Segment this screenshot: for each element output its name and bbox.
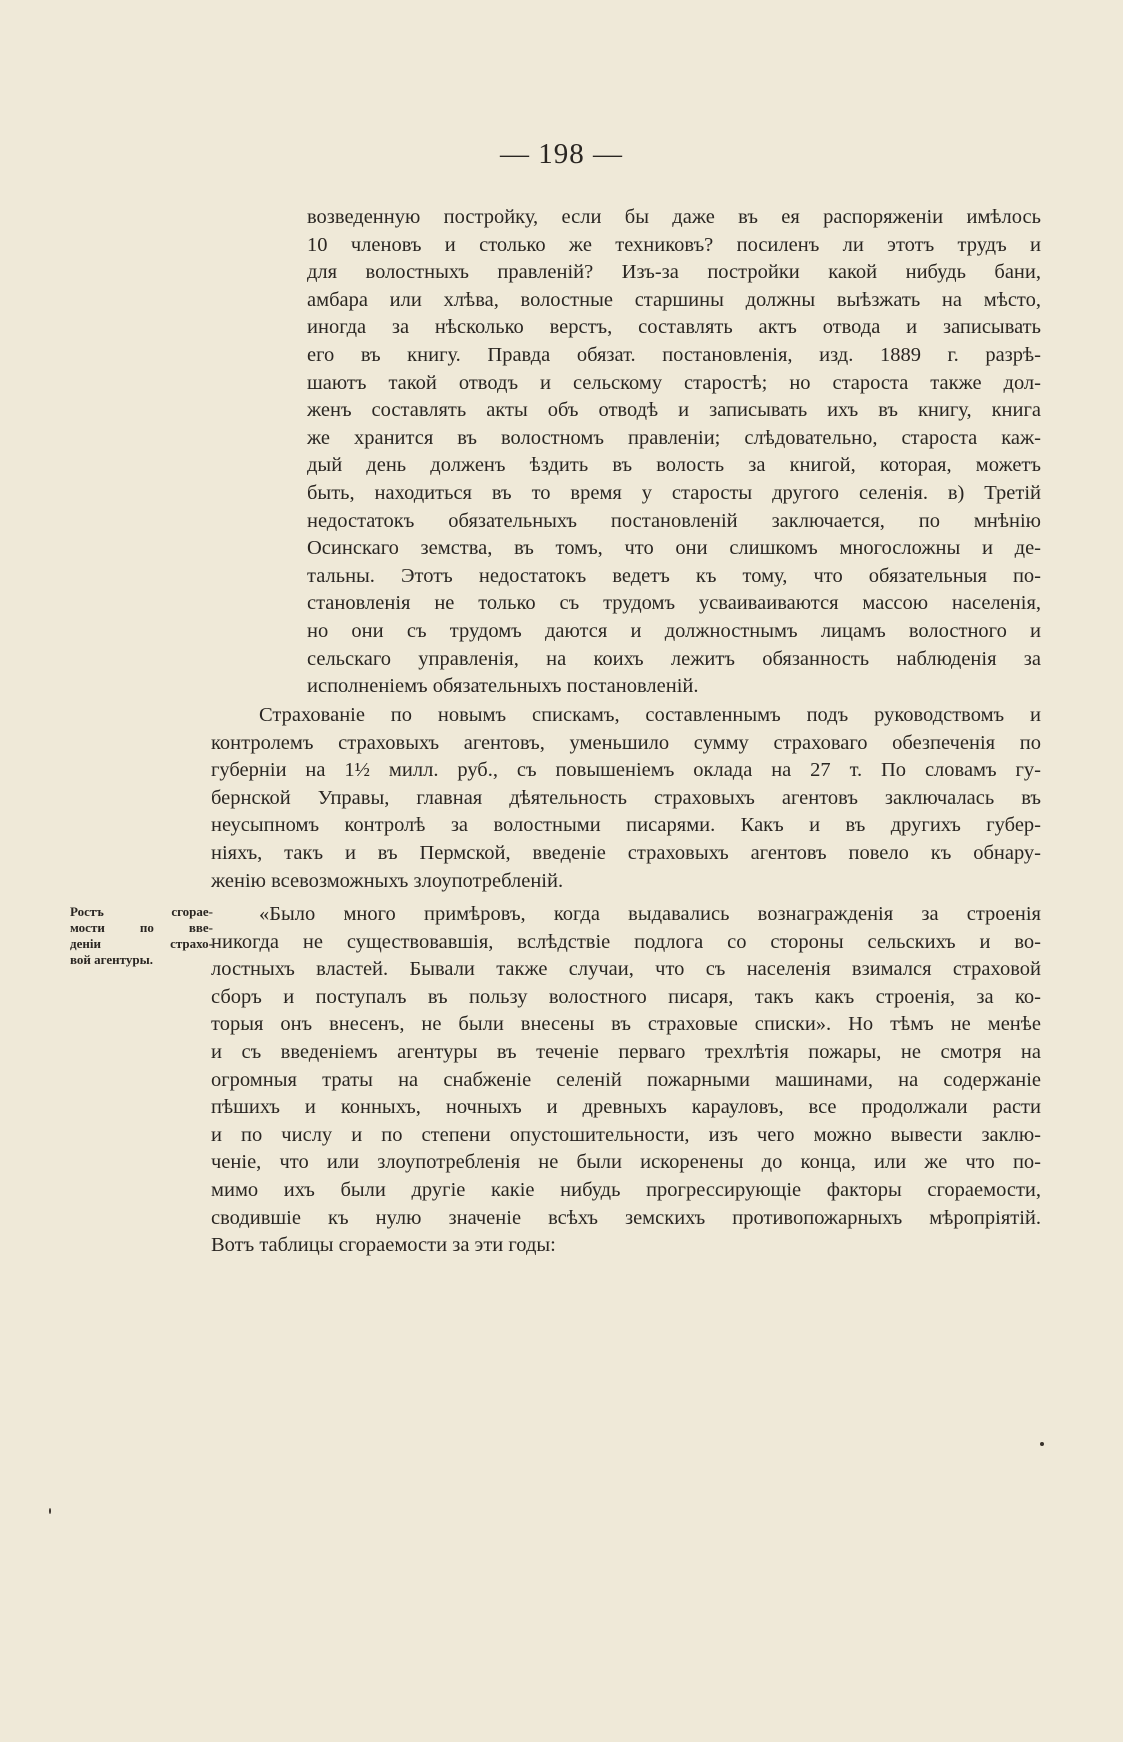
text-line: губерніи на 1½ милл. руб., съ повышеніемъ оклада на 27 т. По словамъ гу- <box>211 759 1041 782</box>
text-line: же хранится въ волостномъ правленіи; слѣдовательно, староста каж- <box>307 426 1041 449</box>
text-line: для волостныхъ правленій? Изъ-за постройки какой нибудь бани, <box>307 261 1041 284</box>
text-line: исполненіемъ обязательныхъ постановленій. <box>307 675 699 698</box>
text-line: лостныхъ властей. Бывали также случаи, что съ населенія взимался страховой <box>211 958 1041 981</box>
text-line: недостатокъ обязательныхъ постановленій заключается, по мнѣнію <box>307 509 1041 532</box>
margin-note <box>70 904 213 968</box>
text-line: 10 членовъ и столько же техниковъ? посиленъ ли этотъ трудъ и <box>307 233 1041 256</box>
text-line: шаютъ такой отводъ и сельскому старостѣ; но староста также дол- <box>307 371 1041 394</box>
text-line: тальны. Этотъ недостатокъ ведетъ къ тому, что обязательныя по- <box>307 564 1041 587</box>
text-line: пѣшихъ и конныхъ, ночныхъ и древныхъ карауловъ, все продолжали расти <box>211 1096 1041 1119</box>
text-line: возведенную постройку, если бы даже въ ея распоряженіи имѣлось <box>307 206 1041 228</box>
paper-speck <box>1040 1442 1044 1446</box>
text-line: Вотъ таблицы сгораемости за эти годы: <box>211 1234 556 1257</box>
text-line: становленія не только съ трудомъ усваиваиваются массою населенія, <box>307 592 1041 615</box>
paragraph-fire-growth <box>211 901 1041 1260</box>
text-line: неусыпномъ контролѣ за волостными писарями. Какъ и въ другихъ губер- <box>211 814 1041 837</box>
paragraph-insurance <box>211 702 1041 895</box>
text-line: торыя онъ внесенъ, не были внесены въ страховые списки». Но тѣмъ не менѣе <box>211 1013 1041 1036</box>
margin-note-line: мости по вве- <box>70 920 213 935</box>
text-line: мимо ихъ были другіе какіе нибудь прогрессирующіе факторы сгораемости, <box>211 1178 1041 1201</box>
text-line: Страхованіе по новымъ спискамъ, составленнымъ подъ руководствомъ и <box>259 704 1041 726</box>
page-number: — 198 — <box>500 138 623 170</box>
margin-note-line: Ростъ сгорае- <box>70 904 213 919</box>
margin-note-line: вой агентуры. <box>70 952 154 967</box>
text-line: «Было много примѣровъ, когда выдавались вознагражденія за строенія <box>259 903 1041 925</box>
text-line: его въ книгу. Правда обязат. постановленія, изд. 1889 г. разрѣ- <box>307 343 1041 366</box>
text-line: контролемъ страховыхъ агентовъ, уменьшило сумму страховаго обезпеченія по <box>211 731 1041 754</box>
text-line: дый день долженъ ѣздить въ волость за книгой, которая, можетъ <box>307 454 1041 477</box>
text-line: быть, находиться въ то время у старосты другого селенія. в) Третій <box>307 481 1041 504</box>
text-line: и съ введеніемъ агентуры въ теченіе перваго трехлѣтія пожары, не смотря на <box>211 1040 1041 1063</box>
text-line: и по числу и по степени опустошительности, изъ чего можно вывести заклю- <box>211 1123 1041 1146</box>
text-line: ніяхъ, такъ и въ Пермской, введеніе страховыхъ агентовъ повело къ обнару- <box>211 841 1041 864</box>
text-line: сборъ и поступалъ въ пользу волостного писаря, такъ какъ строенія, за ко- <box>211 985 1041 1008</box>
text-line: бернской Управы, главная дѣятельность страховыхъ агентовъ заключалась въ <box>211 786 1041 809</box>
text-line: Осинскаго земства, въ томъ, что они слишкомъ многосложны и де- <box>307 537 1041 560</box>
text-line: никогда не существовавшія, вслѣдствіе подлога со стороны сельскихъ и во- <box>211 930 1041 953</box>
paragraph-continuation <box>307 204 1041 701</box>
text-line: сельскаго управленія, на коихъ лежитъ обязанность наблюденія за <box>307 647 1041 670</box>
text-line: женъ составлять акты объ отводѣ и записывать ихъ въ книгу, книга <box>307 399 1041 422</box>
text-line: ченіе, что или злоупотребленія не были искоренены до конца, или же что по- <box>211 1151 1041 1174</box>
text-line: но они съ трудомъ даются и должностнымъ лицамъ волостного и <box>307 619 1041 642</box>
text-line: амбара или хлѣва, волостные старшины должны выѣзжать на мѣсто, <box>307 288 1041 311</box>
text-line: огромныя траты на снабженіе селеній пожарными машинами, на содержаніе <box>211 1068 1041 1091</box>
text-line: сводившіе къ нулю значеніе всѣхъ земскихъ противопожарныхъ мѣропріятій. <box>211 1206 1041 1229</box>
text-line: иногда за нѣсколько верстъ, составлять актъ отвода и записывать <box>307 316 1041 339</box>
margin-note-line: деніи страхо- <box>70 936 213 951</box>
text-line: женію всевозможныхъ злоупотребленій. <box>211 869 564 892</box>
paper-speck <box>49 1508 51 1514</box>
